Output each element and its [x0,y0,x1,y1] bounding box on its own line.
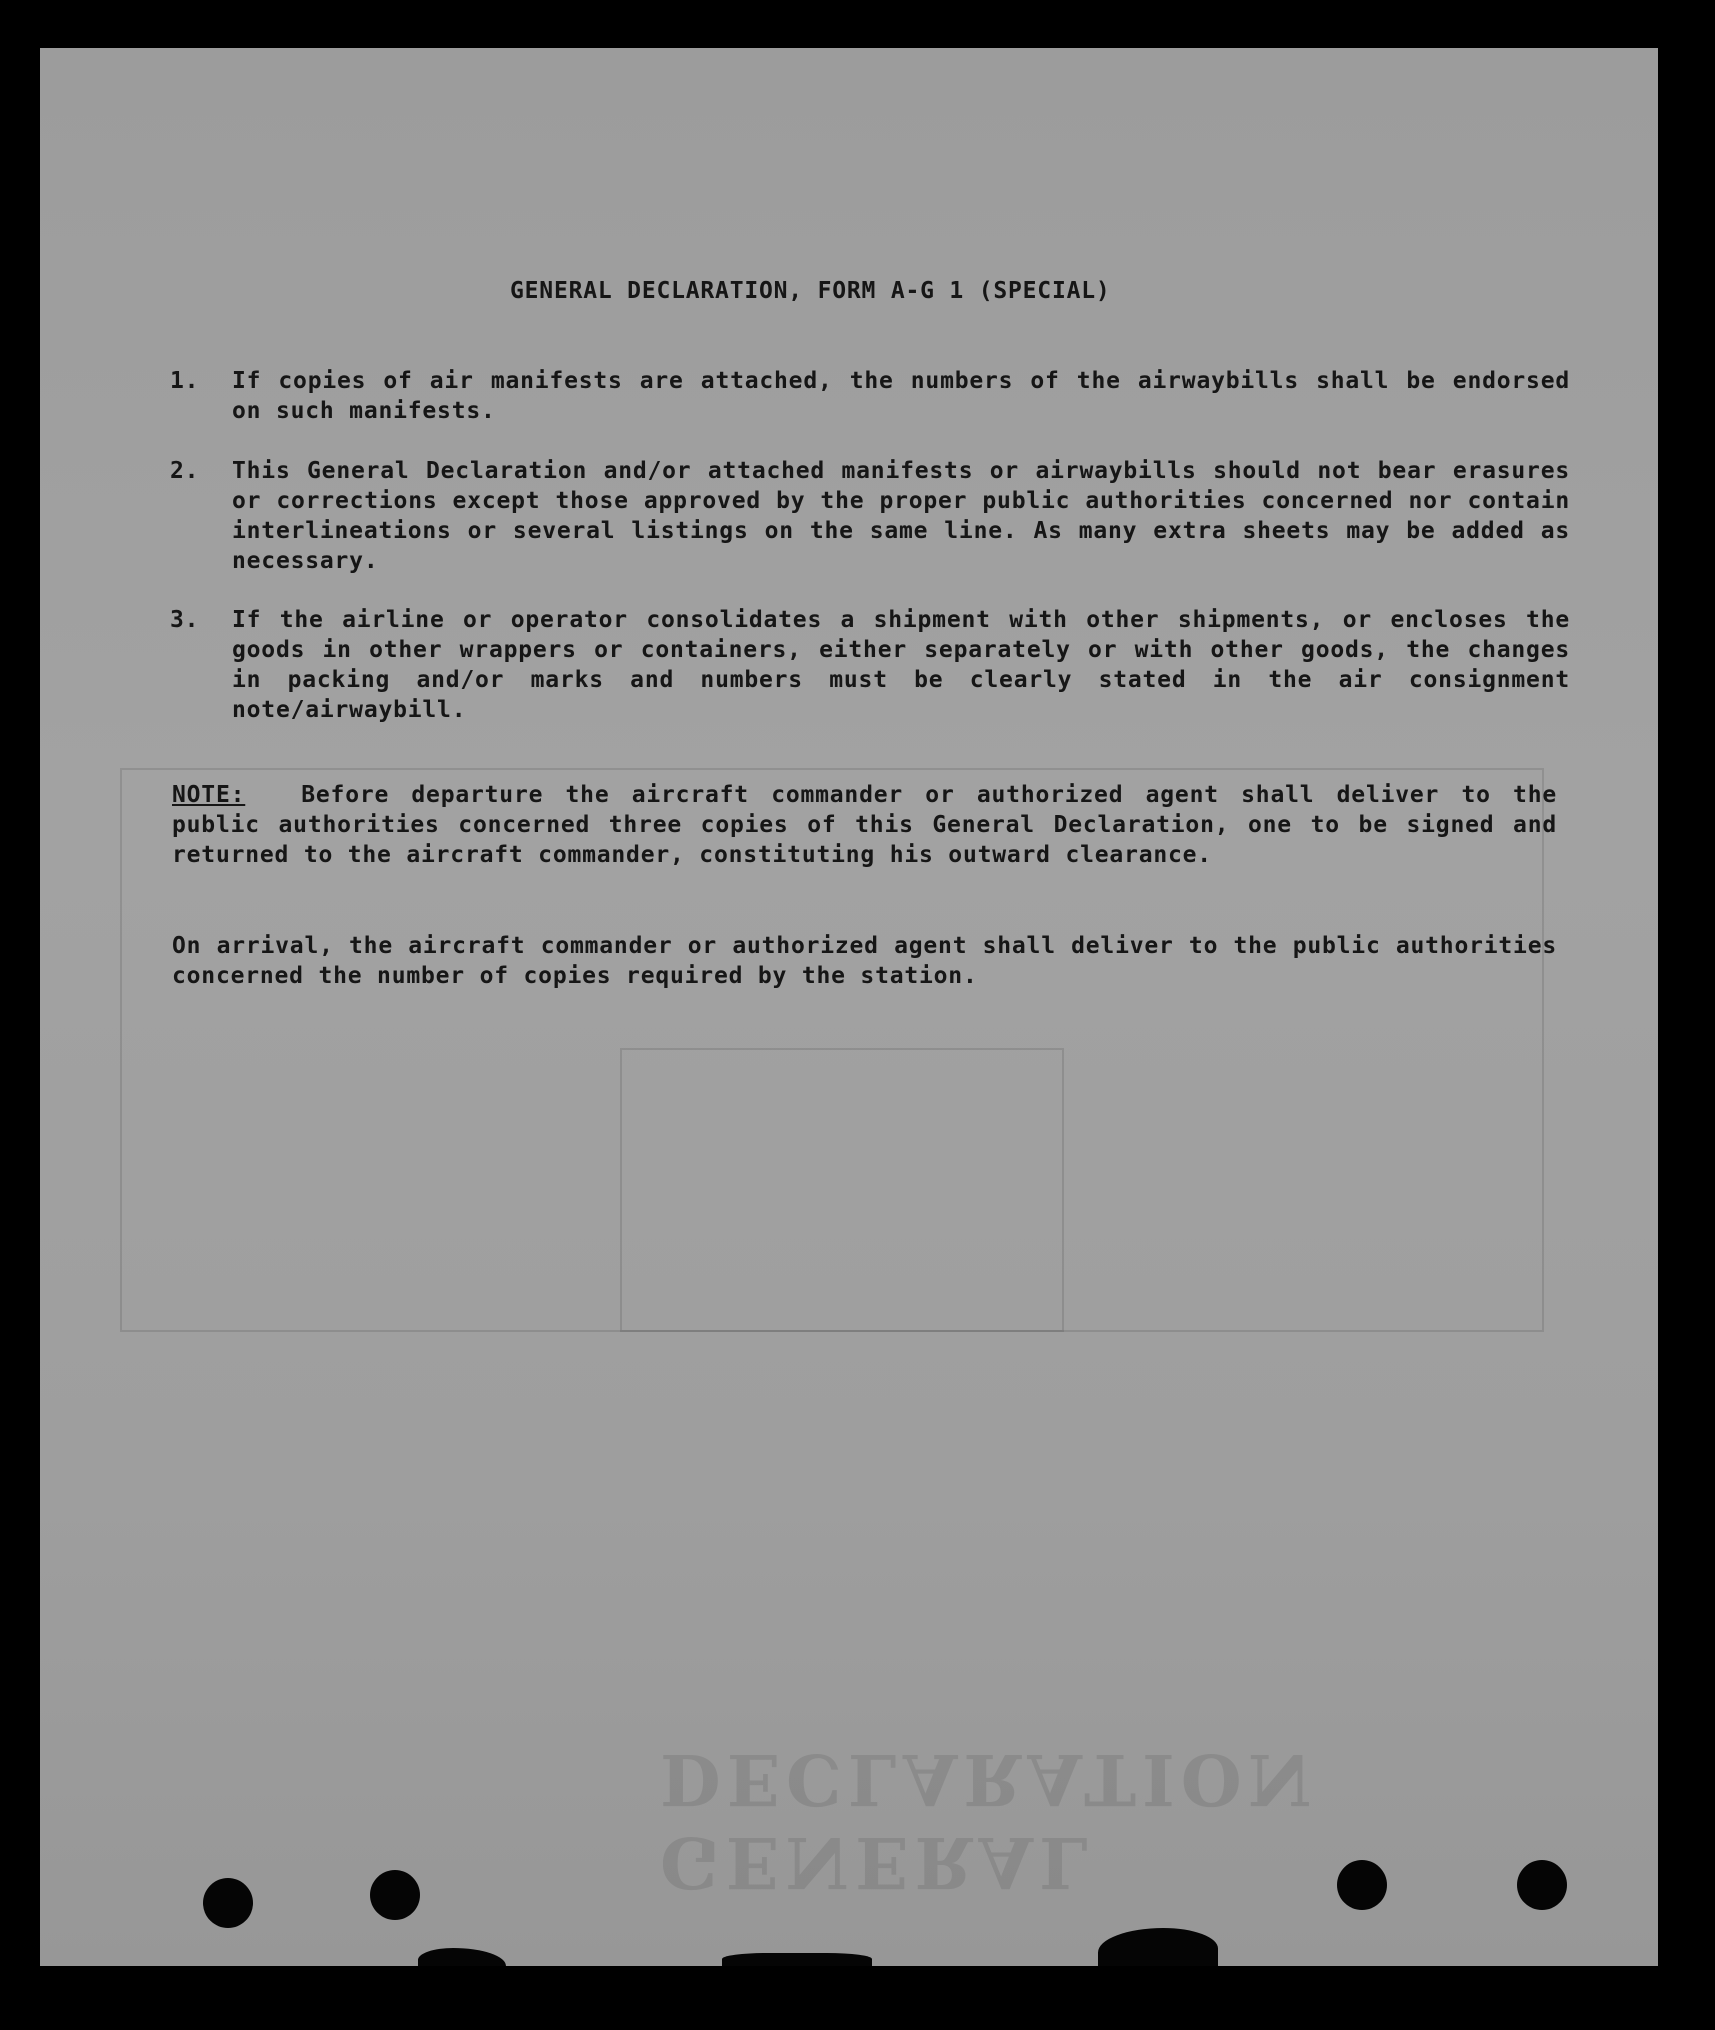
punch-hole [1337,1860,1387,1910]
instruction-item-1 [170,366,1570,426]
arrival-paragraph: On arrival, the aircraft commander or authorized agent shall deliver to the public authorities concerned the number of copies required by the station. [172,933,1557,989]
torn-edge [418,1948,506,1966]
item-number: 3. [170,607,200,633]
punch-hole [370,1870,420,1920]
note-paragraph [172,780,1557,870]
punch-hole [203,1878,253,1928]
punch-hole [1517,1860,1567,1910]
item-text: If the airline or operator consolidates a shipment with other shipments, or encloses the goods in other wrappers or containers, either separately or with other goods, the changes in packing and/or marks and numbers must be clearly stated in the air consignment note/airwaybill. [232,607,1570,723]
document-title: GENERAL DECLARATION, FORM A-G 1 (SPECIAL) [510,278,1111,304]
bleed-through-heading: GENERAL DECLARATION [660,1738,1318,1904]
item-number: 1. [170,368,200,394]
item-text: If copies of air manifests are attached, the numbers of the airwaybills shall be endorsed on such manifests. [232,368,1570,424]
torn-edge [722,1953,872,1966]
torn-edge [1098,1928,1218,1966]
item-number: 2. [170,458,200,484]
instruction-item-2 [170,456,1570,576]
instruction-item-3 [170,605,1570,725]
bleed-through-cell [620,1048,1064,1332]
note-text: Before departure the aircraft commander or authorized agent shall deliver to the public authorities concerned three copies of this General Declaration, one to be signed and returned to the aircraft commander, constituting his outward clearance. [172,782,1557,868]
document-page [40,48,1658,1966]
note-label: NOTE: [172,782,246,808]
item-text: This General Declaration and/or attached manifests or airwaybills should not bear erasures or corrections except those approved by the proper public authorities concerned nor contain interlineations or several listings on the same line. As many extra sheets may be added as necessary. [232,458,1570,574]
